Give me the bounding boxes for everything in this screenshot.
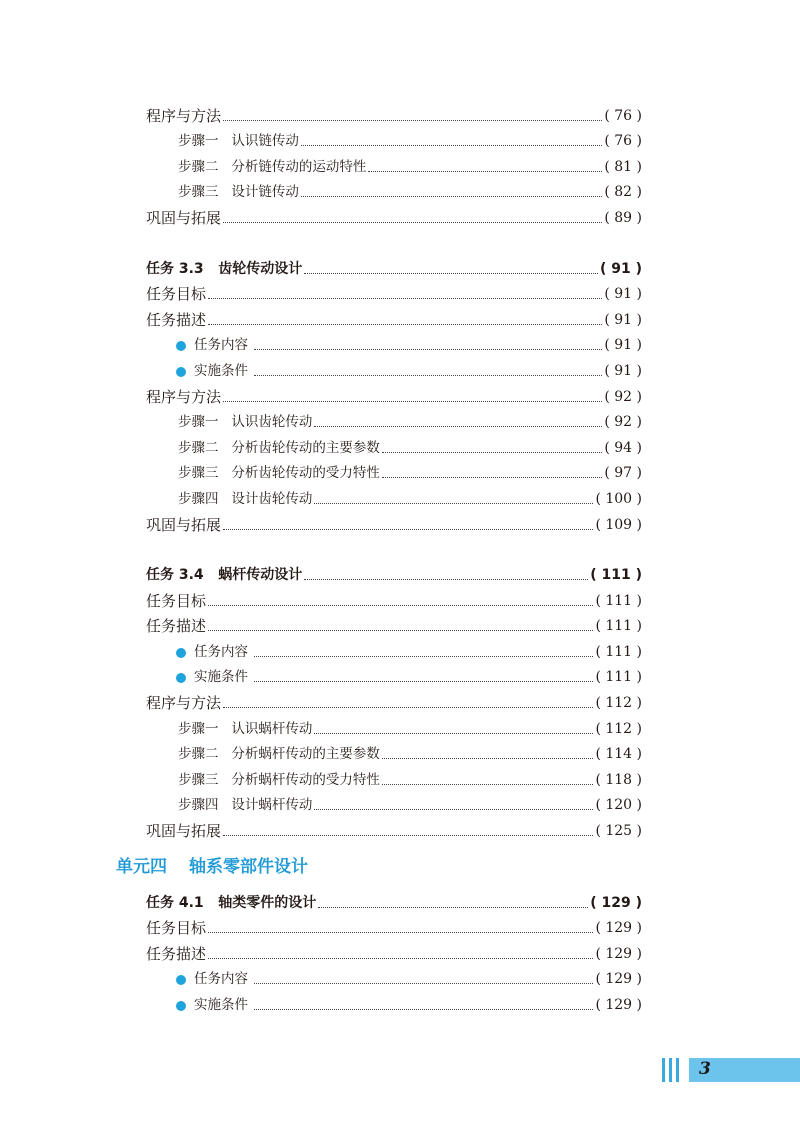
toc-entry-label: 实施条件 (194, 669, 253, 686)
toc-entry[interactable] (146, 355, 642, 381)
dot-leader (382, 476, 602, 478)
dot-leader (208, 931, 593, 933)
toc-entry-label: 实施条件 (194, 997, 253, 1013)
toc-entry-label: 任务 4.1 轴类零件的设计 (146, 894, 317, 911)
bullet-dot-icon (176, 367, 186, 377)
toc-entry-page: ( 129 ) (590, 894, 642, 911)
dot-leader (314, 425, 602, 427)
toc-entry-label: 任务内容 (194, 971, 253, 988)
toc-section-shaft (146, 887, 642, 1015)
bullet-dot-icon (176, 341, 186, 351)
toc-entry[interactable] (146, 585, 642, 611)
dot-leader (382, 783, 594, 785)
bullet-dot-icon (176, 648, 186, 658)
toc-entry[interactable] (146, 253, 642, 279)
toc-entry[interactable] (146, 764, 642, 790)
dot-leader (368, 170, 602, 172)
toc-entry[interactable] (146, 100, 642, 126)
dot-leader (304, 272, 598, 274)
toc-entry-page: ( 111 ) (595, 643, 642, 660)
toc-entry-page: ( 97 ) (604, 465, 642, 482)
tab-stripe (676, 1058, 679, 1082)
toc-entry[interactable] (146, 126, 642, 152)
dot-leader (223, 834, 593, 836)
toc-entry-label: 任务 3.3 齿轮传动设计 (146, 260, 303, 277)
dot-leader (223, 528, 593, 530)
page-number-box (689, 1058, 800, 1082)
toc-entry-label: 步骤一 认识链传动 (178, 133, 299, 150)
toc-entry-page: ( 129 ) (595, 945, 642, 962)
bullet-dot-icon (176, 1001, 186, 1011)
toc-entry-page: ( 91 ) (604, 362, 642, 379)
toc-entry[interactable] (146, 279, 642, 305)
toc-entry-label: 任务内容 (194, 643, 253, 660)
page-number-tab (662, 1058, 800, 1082)
toc-entry-label: 步骤三 设计链传动 (178, 184, 299, 201)
toc-entry[interactable] (146, 151, 642, 177)
dot-leader (254, 348, 602, 350)
toc-entry-label: 步骤四 设计蜗杆传动 (178, 797, 313, 814)
toc-entry-page: ( 91 ) (604, 337, 642, 354)
dot-leader (208, 957, 593, 959)
toc-entry-label: 任务 3.4 蜗杆传动设计 (146, 567, 303, 584)
toc-entry[interactable] (146, 304, 642, 330)
toc-entry-label: 任务目标 (146, 591, 207, 610)
toc-entry-page: ( 91 ) (604, 311, 642, 328)
dot-leader (382, 451, 602, 453)
unit-title: 轴系零部件设计 (189, 856, 308, 877)
toc-entry-page: ( 100 ) (595, 490, 642, 507)
toc-entry[interactable] (146, 432, 642, 458)
toc-entry[interactable] (146, 483, 642, 509)
dot-leader (254, 374, 602, 376)
toc-entry-page: ( 111 ) (595, 592, 642, 609)
dot-leader (254, 982, 593, 984)
section-gap (146, 535, 642, 560)
toc-entry-label: 巩固与拓展 (146, 208, 222, 227)
dot-leader (314, 808, 593, 810)
toc-entry-page: ( 109 ) (595, 516, 642, 533)
toc-entry-label: 任务描述 (146, 944, 207, 963)
toc-entry-page: ( 125 ) (595, 823, 642, 840)
toc-entry-label: 程序与方法 (146, 106, 222, 125)
toc-entry-page: ( 129 ) (595, 997, 642, 1013)
toc-entry-page: ( 118 ) (595, 771, 642, 788)
toc-entry-label: 程序与方法 (146, 387, 222, 406)
toc-entry-page: ( 129 ) (595, 971, 642, 988)
dot-leader (223, 221, 602, 223)
toc-section-chain (146, 100, 642, 228)
dot-leader (208, 629, 593, 631)
toc-entry[interactable] (146, 611, 642, 637)
toc-entry-page: ( 112 ) (595, 695, 642, 712)
tab-stripe (669, 1058, 672, 1082)
unit-number: 单元四 (116, 856, 167, 877)
bullet-dot-icon (176, 673, 186, 683)
toc-entry-page: ( 76 ) (604, 107, 642, 124)
toc-entry-page: ( 129 ) (595, 920, 642, 937)
dot-leader (254, 655, 593, 657)
toc-entry[interactable] (146, 713, 642, 739)
toc-entry-page: ( 92 ) (604, 414, 642, 431)
dot-leader (304, 578, 588, 580)
toc-entry-page: ( 111 ) (595, 669, 642, 686)
toc-entry-page: ( 81 ) (604, 158, 642, 175)
toc-entry-label: 步骤三 分析齿轮传动的受力特性 (178, 465, 380, 482)
toc-entry-label: 任务内容 (194, 337, 253, 354)
toc-entry-label: 步骤一 认识蜗杆传动 (178, 720, 313, 737)
toc-entry[interactable] (146, 913, 642, 939)
toc-entry-label: 任务描述 (146, 617, 207, 636)
toc-entry[interactable] (146, 636, 642, 662)
toc-entry-label: 巩固与拓展 (146, 822, 222, 841)
unit-heading[interactable] (116, 841, 642, 887)
toc-entry[interactable] (146, 815, 642, 841)
toc-entry[interactable] (146, 407, 642, 433)
section-gap (146, 228, 642, 253)
toc-entry[interactable] (146, 687, 642, 713)
dot-leader (254, 1008, 593, 1010)
toc-entry-page: ( 114 ) (595, 746, 642, 763)
toc-entry[interactable] (146, 458, 642, 484)
toc-entry-label: 步骤四 设计齿轮传动 (178, 490, 313, 507)
toc-entry-page: ( 89 ) (604, 209, 642, 226)
dot-leader (301, 144, 602, 146)
toc-entry-page: ( 76 ) (604, 133, 642, 150)
toc-entry[interactable] (146, 739, 642, 765)
dot-leader (382, 757, 594, 759)
toc-entry-label: 步骤一 认识齿轮传动 (178, 414, 313, 431)
toc-entry-page: ( 111 ) (595, 618, 642, 635)
tab-stripe (662, 1058, 665, 1082)
toc-entry-label: 步骤二 分析链传动的运动特性 (178, 158, 367, 175)
toc-entry-label: 步骤二 分析蜗杆传动的主要参数 (178, 746, 380, 763)
toc-section-gear (146, 253, 642, 535)
toc-entry-page: ( 111 ) (590, 567, 642, 584)
toc-entry-label: 程序与方法 (146, 694, 222, 713)
toc-entry-label: 实施条件 (194, 362, 253, 379)
toc-entry-label: 步骤二 分析齿轮传动的主要参数 (178, 439, 380, 456)
toc-entry-label: 任务描述 (146, 310, 207, 329)
dot-leader (301, 195, 602, 197)
toc-entry[interactable] (146, 790, 642, 816)
dot-leader (314, 732, 593, 734)
toc-entry[interactable] (146, 330, 642, 356)
toc-entry-label: 任务目标 (146, 919, 207, 938)
toc-entry[interactable] (146, 509, 642, 535)
toc-entry-page: ( 91 ) (599, 260, 642, 277)
toc-entry[interactable] (146, 938, 642, 964)
toc-entry-label: 巩固与拓展 (146, 515, 222, 534)
toc-entry-page: ( 92 ) (604, 388, 642, 405)
toc-entry-page: ( 82 ) (604, 184, 642, 201)
toc-entry-page: ( 120 ) (595, 797, 642, 814)
page-number: 3 (699, 1059, 711, 1079)
toc-entry[interactable] (146, 662, 642, 688)
dot-leader (208, 604, 593, 606)
toc-entry[interactable] (146, 989, 642, 1015)
toc-entry[interactable] (146, 964, 642, 990)
toc-entry[interactable] (146, 177, 642, 203)
toc-section-worm (146, 560, 642, 842)
toc-entry[interactable] (146, 560, 642, 586)
toc-entry[interactable] (146, 202, 642, 228)
toc-entry-label: 任务目标 (146, 285, 207, 304)
dot-leader (254, 680, 593, 682)
dot-leader (223, 119, 602, 121)
toc-entry-label: 步骤三 分析蜗杆传动的受力特性 (178, 771, 380, 788)
toc-entry-page: ( 112 ) (595, 720, 642, 737)
toc-entry[interactable] (146, 381, 642, 407)
dot-leader (208, 297, 602, 299)
dot-leader (223, 706, 593, 708)
bullet-dot-icon (176, 975, 186, 985)
dot-leader (314, 502, 593, 504)
dot-leader (223, 400, 602, 402)
table-of-contents (116, 100, 642, 1015)
dot-leader (208, 323, 602, 325)
dot-leader (318, 906, 588, 908)
toc-entry-page: ( 94 ) (604, 439, 642, 456)
toc-entry[interactable] (146, 887, 642, 913)
toc-entry-page: ( 91 ) (604, 286, 642, 303)
